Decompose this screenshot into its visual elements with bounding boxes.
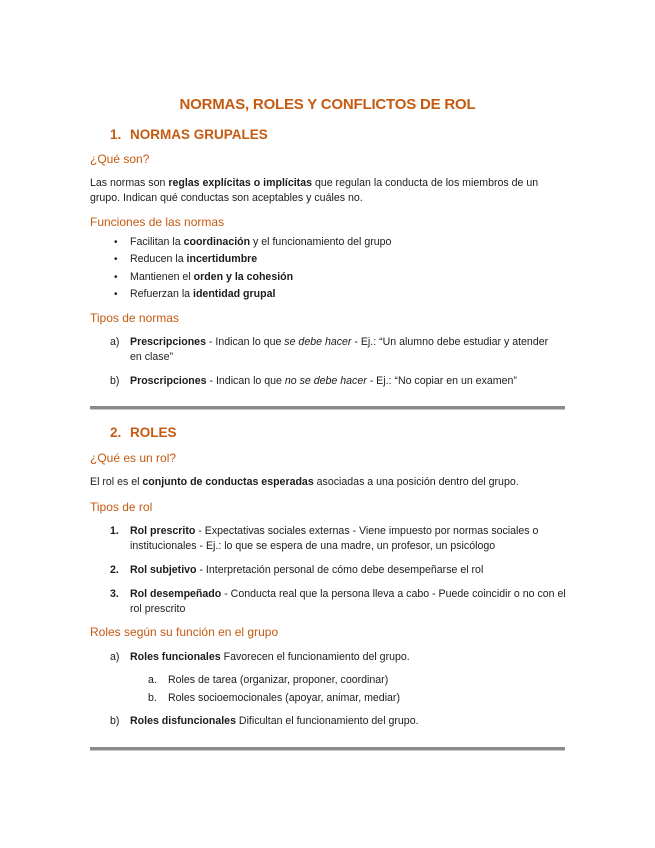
list-item (110, 524, 575, 554)
document-title: NORMAS, ROLES Y CONFLICTOS DE ROL (179, 96, 476, 113)
sub-list-item (148, 673, 548, 688)
list-marker: 2. (110, 564, 119, 576)
text-run: - Conducta real que la persona lleva a cabo - Puede coincidir o no con el rol prescrito (130, 588, 566, 615)
text-run: Roles de tarea (organizar, proponer, coordinar) (168, 674, 389, 686)
list-item (110, 650, 560, 665)
list-marker: a) (110, 651, 120, 663)
list-item (110, 587, 575, 617)
section-title: NORMAS GRUPALES (130, 127, 268, 142)
bold-run: incertidumbre (186, 253, 258, 265)
text-run: asociadas a una posición dentro del grupo. (313, 476, 519, 488)
bold-run: conjunto de conductas esperadas (142, 476, 314, 488)
section-number: 2. (110, 425, 122, 440)
list-item (110, 563, 575, 578)
bullet-icon: • (114, 237, 118, 248)
section-divider (90, 406, 565, 410)
list-marker: a) (110, 336, 120, 348)
list-marker: 3. (110, 588, 119, 600)
text-run: Facilitan la (130, 236, 184, 248)
bold-run: Rol desempeñado (130, 588, 222, 600)
subheading-que-es-rol: ¿Qué es un rol? (90, 451, 177, 465)
bullet-icon: • (114, 254, 118, 265)
list-marker: 1. (110, 525, 119, 537)
bold-run: Proscripciones (130, 375, 207, 387)
text-run: Las normas son (90, 177, 169, 189)
text-run: Refuerzan la (130, 288, 194, 300)
bold-run: Rol subjetivo (130, 564, 197, 576)
text-run: Mantienen el (130, 271, 194, 283)
text-run: - Ej.: “Un alumno debe estudiar y atender en clase” (130, 336, 549, 363)
text-run: Roles socioemocionales (apoyar, animar, mediar) (168, 692, 400, 704)
bold-run: Prescripciones (130, 336, 206, 348)
list-item (114, 287, 550, 302)
text-run: Favorecen el funcionamiento del grupo. (220, 651, 410, 663)
section-number: 1. (110, 127, 122, 142)
text-run: - Indican lo que (206, 375, 285, 387)
section-heading-roles (110, 425, 177, 440)
list-item (114, 270, 550, 285)
subheading-roles-funcion: Roles según su función en el grupo (90, 625, 279, 639)
bold-run: coordinación (183, 236, 251, 248)
italic-run: se debe hacer (284, 336, 352, 348)
list-marker: b) (110, 715, 120, 727)
bold-run: identidad grupal (193, 288, 276, 300)
bold-run: Rol prescrito (130, 525, 196, 537)
list-item (110, 374, 570, 389)
bold-run: Roles funcionales (130, 651, 221, 663)
normas-definition (90, 176, 560, 206)
list-marker: a. (148, 674, 157, 686)
list-item (110, 335, 560, 365)
text-run: - Interpretación personal de cómo debe desempeñarse el rol (196, 564, 484, 576)
text-run: y el funcionamiento del grupo (250, 236, 392, 248)
subheading-funciones: Funciones de las normas (90, 215, 225, 229)
bold-run: reglas explícitas o implícitas (168, 177, 312, 189)
list-marker: b. (148, 692, 157, 704)
section-heading-normas (110, 127, 268, 142)
subheading-que-son: ¿Qué son? (90, 152, 150, 166)
sub-list-item (148, 691, 548, 706)
bullet-icon: • (114, 289, 118, 300)
text-run: - Indican lo que (205, 336, 285, 348)
bold-run: Roles disfuncionales (130, 715, 236, 727)
italic-run: no se debe hacer (284, 375, 367, 387)
text-run: - Ej.: “No copiar en un examen” (366, 375, 517, 387)
text-run: El rol es el (90, 476, 143, 488)
subheading-tipos-normas: Tipos de normas (90, 311, 179, 325)
list-item (110, 714, 560, 729)
text-run: - Expectativas sociales externas - Viene impuesto por normas sociales o institucionales - Ej.: lo que se espera de una madre, un profesor, un psicólogo (130, 525, 539, 552)
list-item (114, 252, 550, 267)
section-divider (90, 747, 565, 751)
text-run: Dificultan el funcionamiento del grupo. (235, 715, 419, 727)
text-run: Reducen la (130, 253, 187, 265)
list-item (114, 235, 550, 250)
rol-definition (90, 475, 560, 490)
list-marker: b) (110, 375, 120, 387)
subheading-tipos-rol: Tipos de rol (90, 500, 153, 514)
bullet-icon: • (114, 272, 118, 283)
section-title: ROLES (130, 425, 177, 440)
text-run: que regulan la conducta de los miembros de un grupo. Indican qué conductas son aceptables y cuáles no. (90, 177, 539, 204)
bold-run: orden y la cohesión (193, 271, 294, 283)
